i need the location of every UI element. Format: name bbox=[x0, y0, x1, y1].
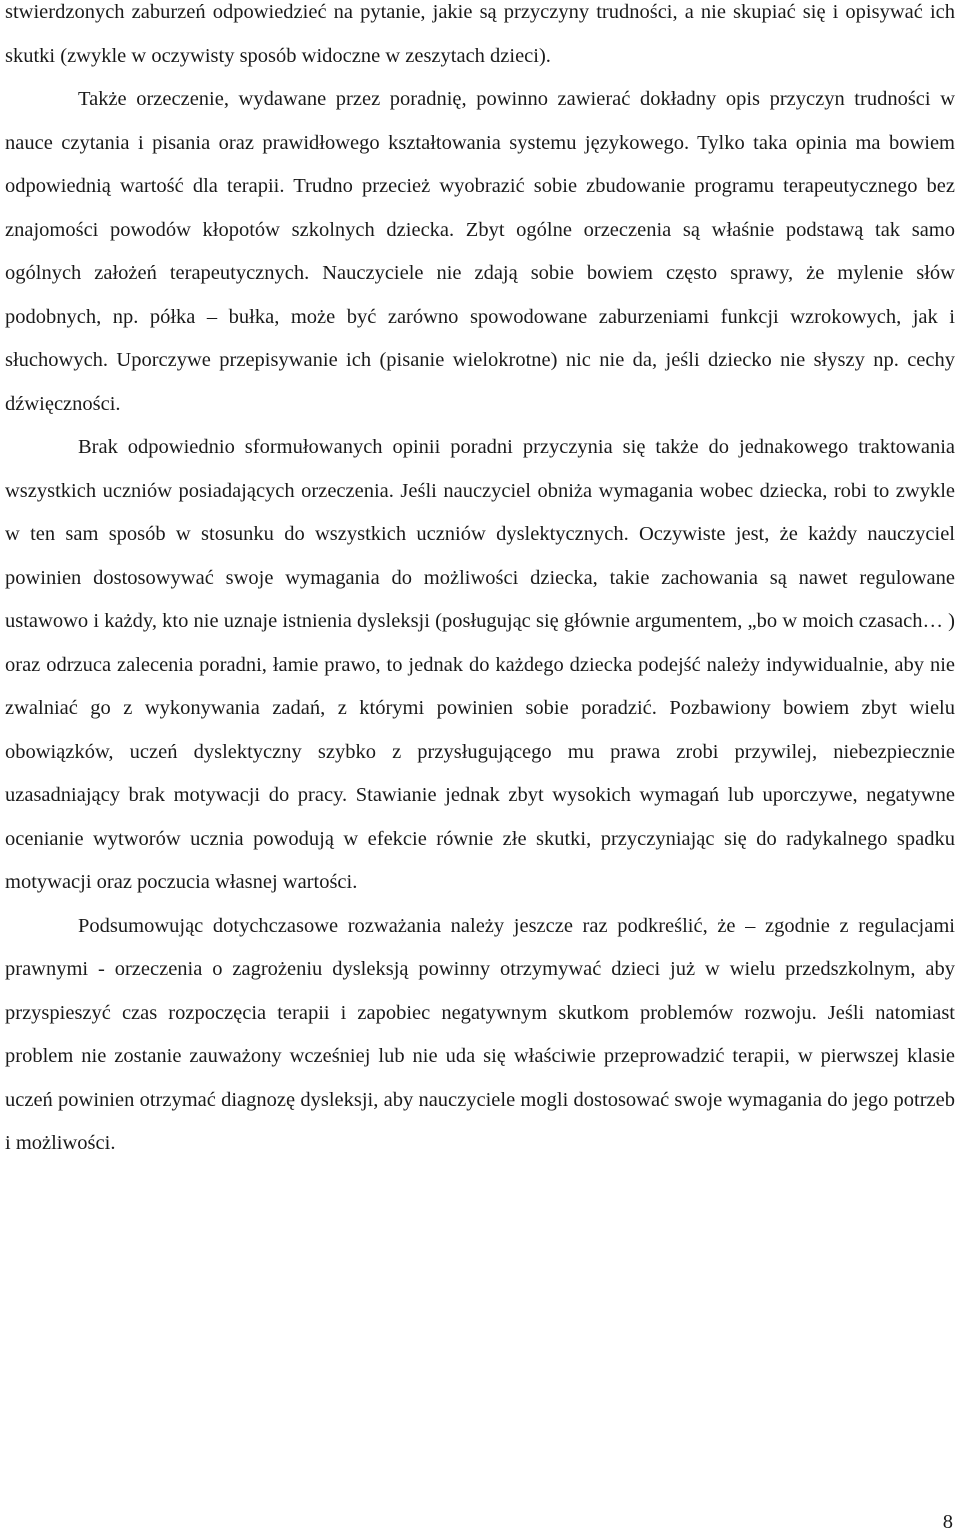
paragraph-2: Także orzeczenie, wydawane przez poradnię, powinno zawierać dokładny opis przyczyn trudności w nauce czytania i pisania oraz prawidłowego kształtowania systemu językowego. Tylko taka opinia ma bowiem odpowiednią wartość dla terapii. Trudno przecież wyobrazić sobie zbudowanie programu terapeutycznego bez znajomości powodów kłopotów szkolnych dziecka. Zbyt ogólne orzeczenia są właśnie podstawą tak samo ogólnych założeń terapeutycznych. Nauczyciele nie zdają sobie bowiem często sprawy, że mylenie słów podobnych, np. półka – bułka, może być zarówno spowodowane zaburzeniami funkcji wzrokowych, jak i słuchowych. Uporczywe przepisywanie ich (pisanie wielokrotne) nic nie da, jeśli dziecko nie słyszy np. cechy dźwięczności. bbox=[5, 88, 955, 415]
paragraph-3: Brak odpowiednio sformułowanych opinii poradni przyczynia się także do jednakowego traktowania wszystkich uczniów posiadających orzeczenia. Jeśli nauczyciel obniża wymagania wobec dziecka, robi to zwykle w ten sam sposób w stosunku do wszystkich uczniów dyslektycznych. Oczywiste jest, że każdy nauczyciel powinien dostosowywać swoje wymagania do możliwości dziecka, takie zachowania są nawet regulowane ustawowo i każdy, kto nie uznaje istnienia dysleksji (posługując się głównie argumentem, „bo w moich czasach… ) oraz odrzuca zalecenia poradni, łamie prawo, to jednak do każdego dziecka podejść należy indywidualnie, aby nie zwalniać go z wykonywania zadań, z którymi powinien sobie poradzić. Pozbawiony bowiem zbyt wielu obowiązków, uczeń dyslektyczny szybko z przysługującego mu prawa zrobi przywilej, niebezpiecznie uzasadniający brak motywacji do pracy. Stawianie jednak zbyt wysokich wymagań lub uporczywe, negatywne ocenianie wytworów ucznia powodują w efekcie równie złe skutki, przyczyniając się do radykalnego spadku motywacji oraz poczucia własnej wartości. bbox=[5, 436, 955, 893]
page-number: 8 bbox=[942, 1511, 953, 1533]
paragraph-4: Podsumowując dotychczasowe rozważania należy jeszcze raz podkreślić, że – zgodnie z regulacjami prawnymi - orzeczenia o zagrożeniu dysleksją powinny otrzymywać dzieci już w wielu przedszkolnym, aby przyspieszyć czas rozpoczęcia terapii i zapobiec negatywnym skutkom problemów rozwoju. Jeśli natomiast problem nie zostanie zauważony wcześniej lub nie uda się właściwie przeprowadzić terapii, w pierwszej klasie uczeń powinien otrzymać diagnozę dysleksji, aby nauczyciele mogli dostosować swoje wymagania do jego potrzeb i możliwości. bbox=[5, 914, 955, 1154]
document-page bbox=[5, 0, 955, 1166]
paragraph-1: stwierdzonych zaburzeń odpowiedzieć na pytanie, jakie są przyczyny trudności, a nie skupiać się i opisywać ich skutki (zwykle w oczywisty sposób widoczne w zeszytach dzieci). bbox=[5, 1, 955, 67]
